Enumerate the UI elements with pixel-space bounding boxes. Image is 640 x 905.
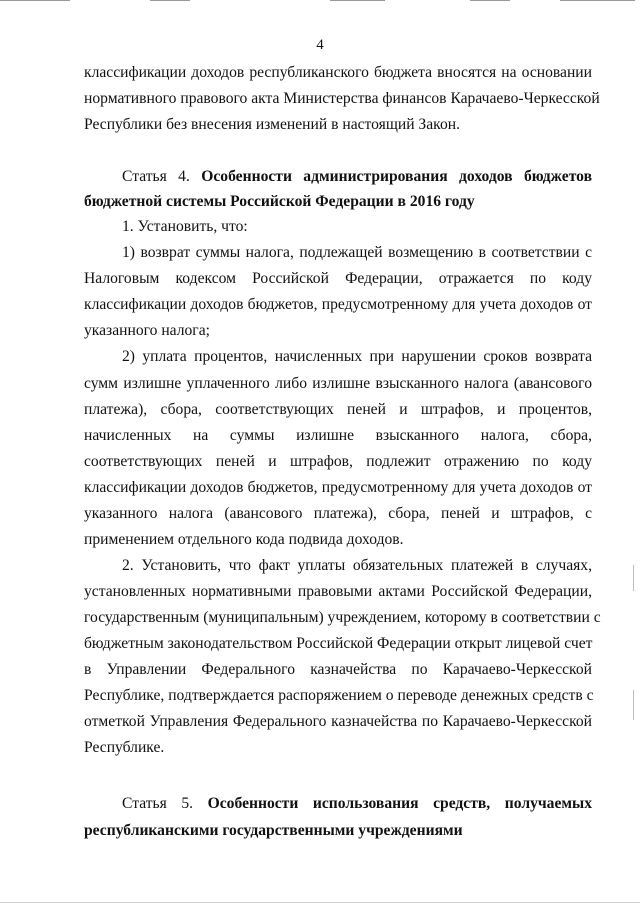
article-4-label: Статья 4. [122,168,202,185]
text-line: Налоговым кодексом Российской Федерации, отражается по коду [84,270,592,287]
scan-top-edge [0,0,640,2]
text-line: бюджетным законодательством Российской Федерации открыт лицевой счет [84,635,593,652]
article-4-title: Особенности администрирования доходов бюджетов [201,168,592,185]
text-line: классификации доходов республиканского бюджета вносятся на основании [84,64,592,81]
article-5-title-cont [84,822,592,840]
text-line: применением отдельного кода подвида доходов. [84,531,404,548]
text-line: соответствующих пеней и штрафов, подлежит отражению по коду [84,453,592,470]
text-line: нормативного правового акта Министерства финансов Карачаево-Черкесской [84,90,600,107]
text-line: 2. Установить, что факт уплаты обязательных платежей в случаях, [122,557,592,574]
text-line: Республике. [84,739,165,756]
scan-edge-mark [633,690,634,720]
scan-edge-mark [633,565,634,591]
text-line: указанного налога; [84,322,210,339]
article-4-title-cont [84,193,592,211]
article-5-label: Статья 5. [122,795,208,812]
paragraph-1: 1. Установить, что: [122,218,248,235]
article-5-title-line-2: республиканскими государственными учреждениями [84,822,463,839]
text-line: в Управлении Федерального казначейства по Карачаево-Черкесской [84,661,592,678]
text-line: 1) возврат суммы налога, подлежащей возмещению в соответствии с [122,244,592,261]
article-5-heading [122,795,592,813]
text-line: Республике, подтверждается распоряжением о переводе денежных средств с [84,687,594,704]
text-line: сумм излишне уплаченного либо излишне взысканного налога (авансового [84,375,592,392]
text-line: государственным (муниципальным) учреждением, которому в соответствии с [84,609,601,626]
text-line: 2) уплата процентов, начисленных при нарушении сроков возврата [122,348,592,365]
article-4-title-line-2: бюджетной системы Российской Федерации в 2016 году [84,193,475,210]
scan-bottom-edge [0,902,640,903]
text-line: указанного налога (авансового платежа), сбора, пеней и штрафов, с [84,505,592,522]
text-line: установленных нормативными правовыми актами Российской Федерации, [84,583,592,600]
page-number: 4 [316,37,324,53]
text-line: платежа), сбора, соответствующих пеней и штрафов, и процентов, [84,401,592,418]
text-line: начисленных на суммы излишне взысканного налога, сбора, [84,427,592,444]
article-4-heading [122,168,592,186]
text-line: классификации доходов бюджетов, предусмотренному для учета доходов от [84,479,592,496]
text-line: Республики без внесения изменений в настоящий Закон. [84,116,460,133]
text-line: отметкой Управления Федерального казначейства по Карачаево-Черкесской [84,713,592,730]
text-line: классификации доходов бюджетов, предусмотренному для учета доходов от [84,296,592,313]
article-5-title: Особенности использования средств, получаемых [207,795,592,812]
